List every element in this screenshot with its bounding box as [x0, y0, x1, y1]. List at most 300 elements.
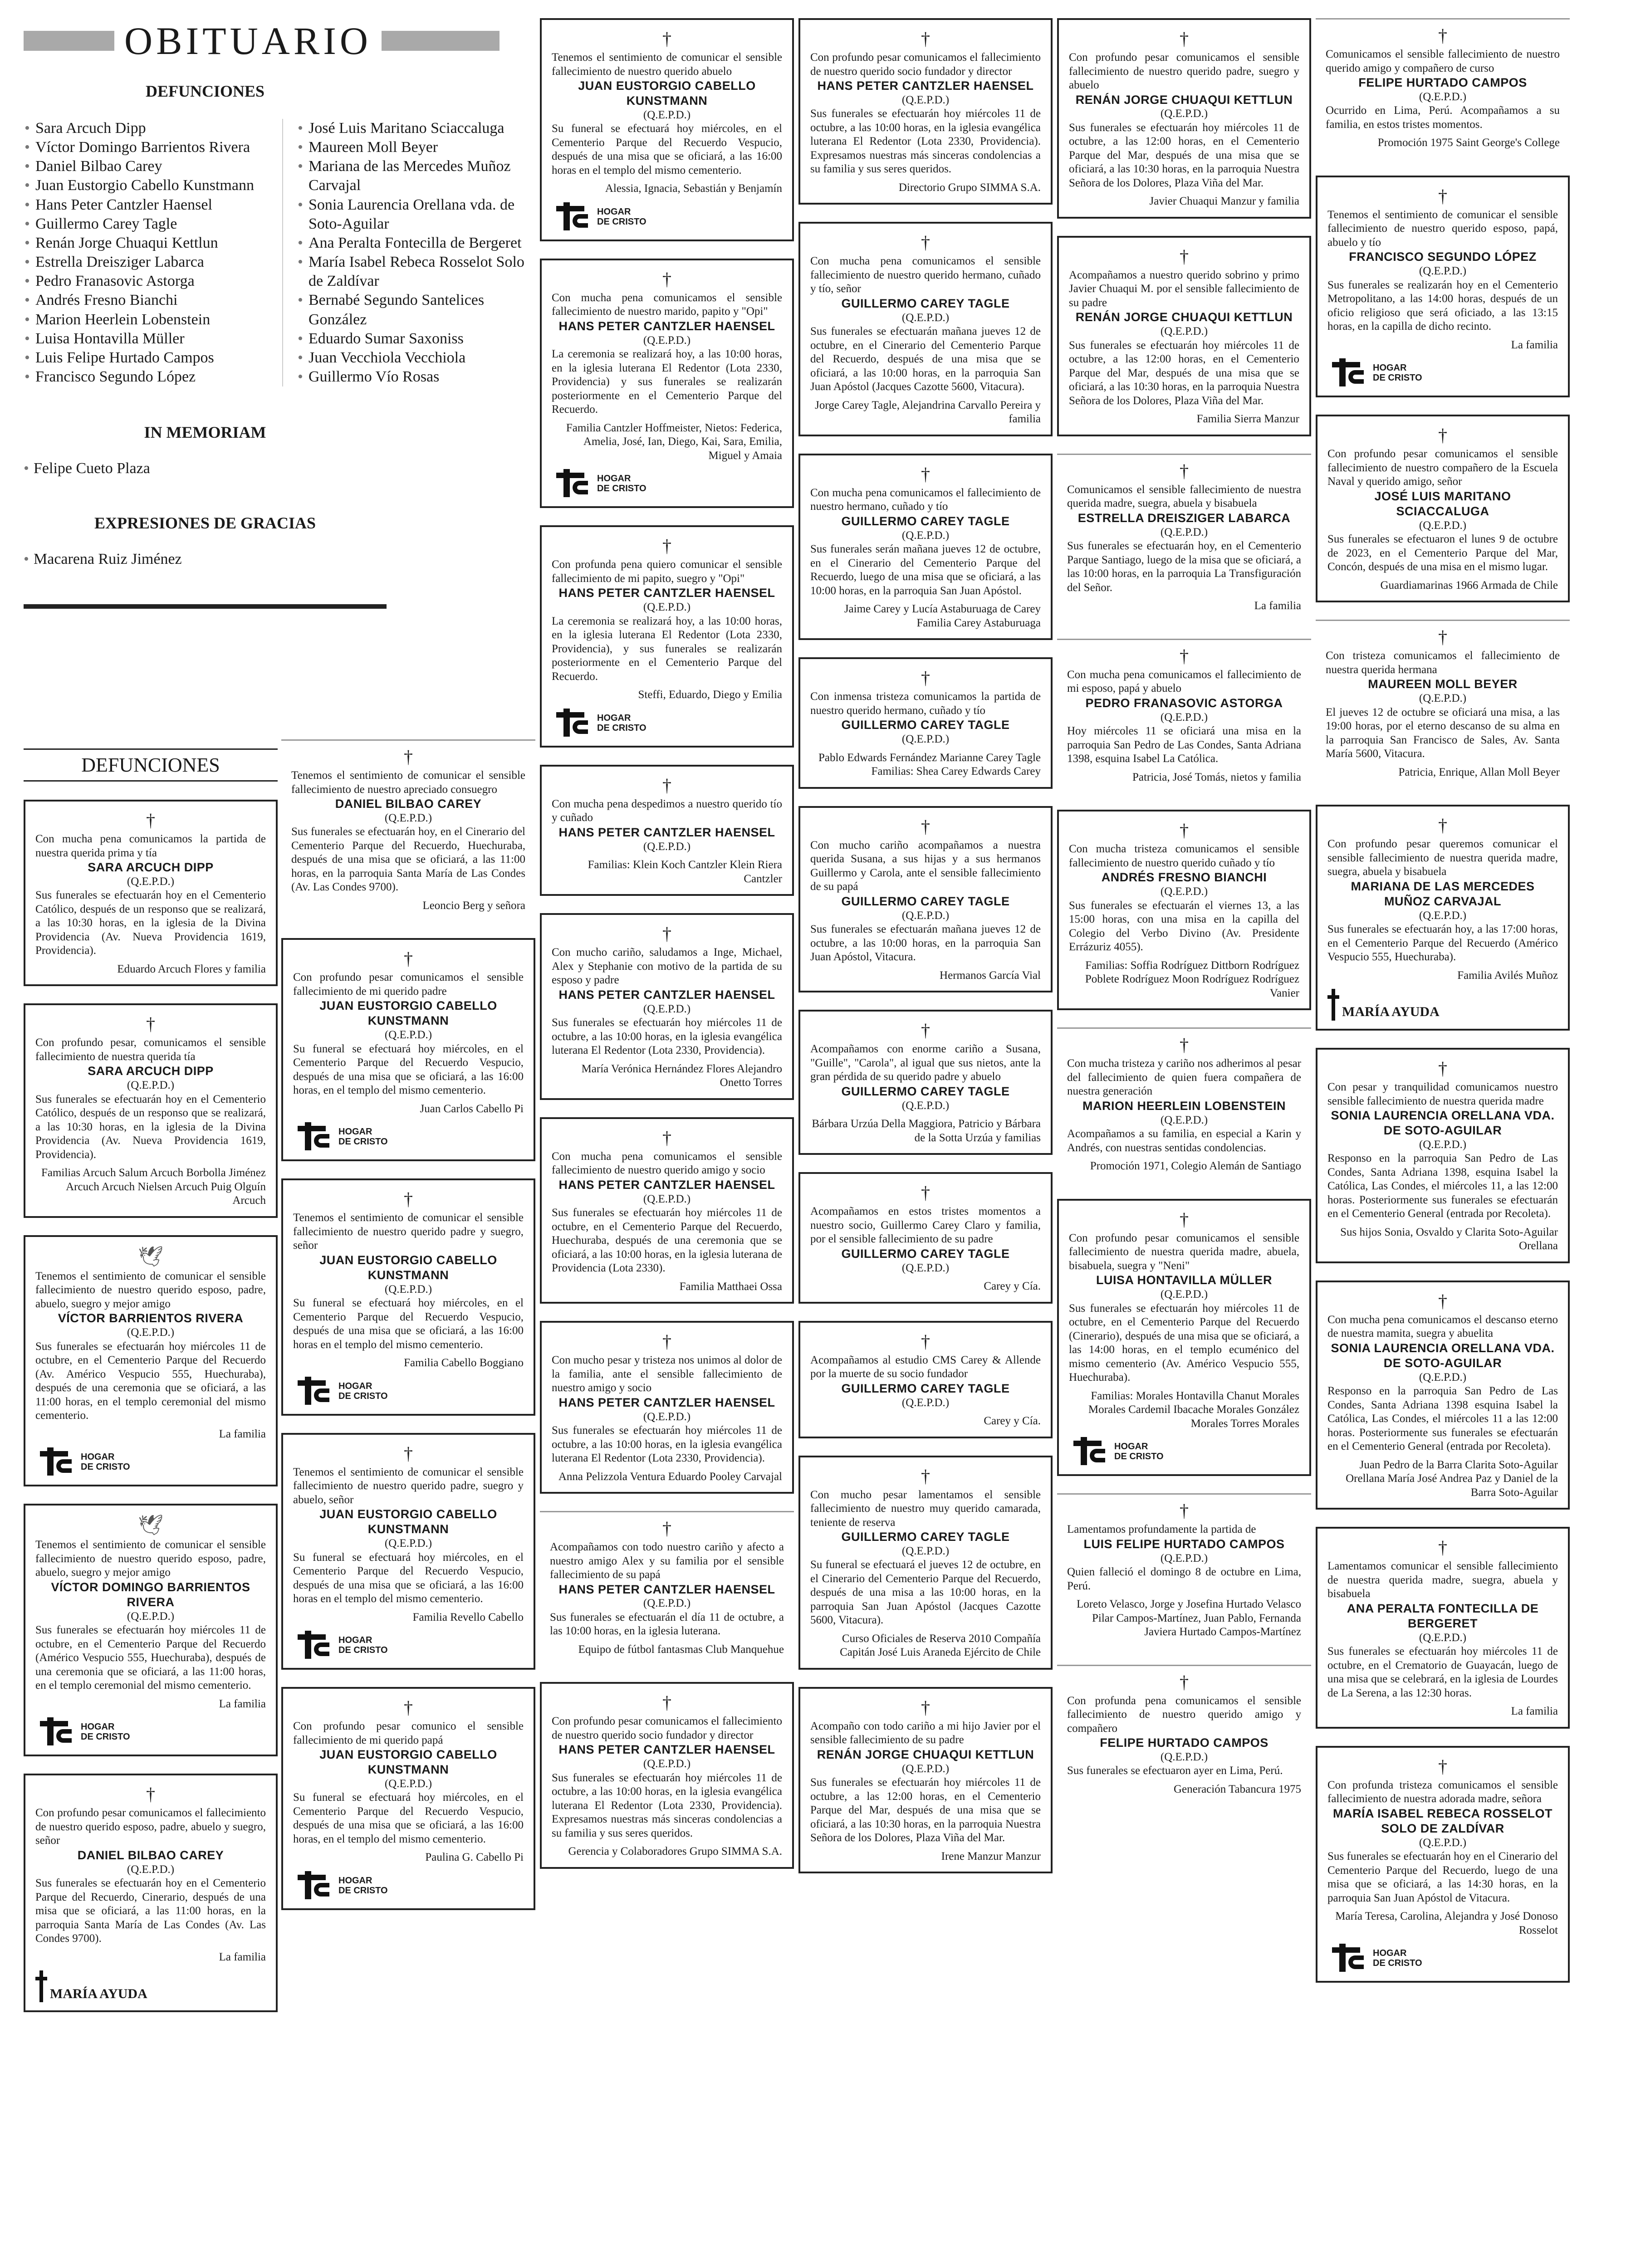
death-notice	[798, 1172, 1053, 1303]
cross-icon: †	[662, 29, 671, 49]
notice-intro: Con profundo pesar comunicamos el sensible fallecimiento de nuestra querida madre, abuela, bisabuela, suegra y "Neni"	[1069, 1232, 1299, 1272]
cross-icon: †	[1438, 815, 1447, 836]
notice-body: Su funeral se efectuará hoy miércoles, en el Cementerio Parque del Recuerdo Vespucio, después de una misa que se oficiará, a las 16:00 horas en el templo del mismo cementerio.	[293, 1551, 524, 1605]
death-notice	[798, 222, 1053, 436]
deceased-name: GUILLERMO CAREY TAGLE	[841, 1246, 1010, 1261]
cross-icon: †	[1438, 1058, 1447, 1079]
death-notice	[1316, 1281, 1570, 1510]
death-notice	[1057, 1027, 1311, 1181]
death-notice	[1316, 415, 1570, 602]
notice-intro: Acompañamos al estudio CMS Carey & Allende por la muerte de su socio fundador	[810, 1354, 1041, 1380]
maria-ayuda-logo	[1327, 989, 1558, 1021]
index-name-item[interactable]: • Ana Peralta Fontecilla de Bergeret	[297, 234, 542, 253]
notice-signature: Familia Revello Cabello	[412, 1611, 524, 1623]
logo-text	[1114, 1442, 1164, 1461]
notice-intro: Tenemos el sentimiento de comunicar el sensible fallecimiento de nuestro querido esposo, padre, abuelo, suegro y mejor amigo	[35, 1270, 266, 1310]
death-notice	[1316, 1746, 1570, 1983]
hogar-de-cristo-icon	[293, 1377, 334, 1406]
notice-intro: Con mucho cariño acompañamos a nuestra querida Susana, a sus hijas y a sus hermanos Guillermo y Carola, ante el sensible fallecimiento de su papá	[810, 839, 1041, 893]
death-notice	[1057, 1199, 1311, 1476]
logo-shape	[573, 214, 588, 228]
cross-icon: †	[921, 1697, 930, 1718]
qepd-label: (Q.E.P.D.)	[1160, 1114, 1208, 1126]
deceased-name: JUAN EUSTORGIO CABELLO KUNSTMANN	[319, 1507, 497, 1536]
name-list-right	[297, 119, 542, 386]
death-notice	[1316, 620, 1570, 787]
hogar-de-cristo-logo	[35, 1447, 266, 1476]
index-name-item[interactable]: • Andrés Fresno Bianchi	[24, 291, 269, 310]
death-notice	[24, 800, 278, 986]
deceased-name: RENÁN JORGE CHUAQUI KETTLUN	[817, 1747, 1034, 1761]
cross-icon: †	[404, 1189, 413, 1210]
index-name-item[interactable]: • Guillermo Vío Rosas	[297, 367, 542, 386]
obituary-index	[24, 18, 609, 609]
death-notice	[798, 1321, 1053, 1438]
death-notice	[281, 1178, 535, 1415]
logo-shape	[56, 1729, 72, 1743]
notice-intro: Con profundo pesar comunicamos el sensible fallecimiento de nuestro compañero de la Escuela Naval y querido amigo, señor	[1327, 448, 1558, 488]
death-notice	[540, 1511, 794, 1665]
notice-intro: Con mucha pena comunicamos el sensible fallecimiento de nuestro querido hermano, cuñado y tío, señor	[810, 255, 1041, 295]
notice-body: Sus funerales se efectuarán hoy miércoles 11 de octubre, a las 12:00 horas, en el Cementerio Parque del Mar, después de una misa que se oficiará, a las 10:30 horas, en la parroquia Nuestra Señora de los Dolores, Plaza Viña del Mar.	[1069, 339, 1299, 407]
qepd-label: (Q.E.P.D.)	[384, 1283, 432, 1295]
qepd-label: (Q.E.P.D.)	[1419, 519, 1467, 532]
qepd-label: (Q.E.P.D.)	[127, 875, 175, 888]
notice-body: Sus funerales se efectuarán hoy, en el Cinerario del Cementerio Parque del Recuerdo, Huechuraba, después de una misa que se oficiará, a las 11:00 horas, en la parroquia Santa María de Las Condes (Av. Las Condes 9700).	[291, 826, 525, 894]
notices-column-4	[798, 18, 1053, 1891]
cross-icon: †	[1438, 1537, 1447, 1558]
notice-signature: La familia	[1254, 600, 1301, 612]
notice-signature: Jaime Carey y Lucía Astaburuaga de Carey Familia Carey Astaburuaga	[844, 603, 1041, 629]
index-name-item[interactable]: • Marion Heerlein Lobenstein	[24, 310, 269, 329]
list-item[interactable]: • Felipe Cueto Plaza	[24, 460, 609, 477]
index-name-item[interactable]: • Juan Eustorgio Cabello Kunstmann	[24, 176, 269, 195]
logo-shape	[314, 1642, 329, 1656]
cross-icon: †	[921, 29, 930, 49]
index-name-item[interactable]: • José Luis Maritano Sciaccaluga	[297, 119, 542, 138]
deceased-name: LUIS FELIPE HURTADO CAMPOS	[1083, 1537, 1285, 1551]
expresiones-list	[24, 551, 609, 568]
logo-line: HOGAR	[338, 1635, 372, 1646]
hogar-de-cristo-icon	[552, 469, 593, 498]
cross-icon: †	[404, 1443, 413, 1464]
logo-line: HOGAR	[338, 1127, 372, 1137]
masthead-bar-right	[382, 31, 500, 51]
logo-text	[597, 713, 646, 733]
qepd-label: (Q.E.P.D.)	[384, 1029, 432, 1041]
notice-intro: Con inmensa tristeza comunicamos la partida de nuestro querido hermano, cuñado y tío	[810, 690, 1041, 717]
deceased-name: GUILLERMO CAREY TAGLE	[841, 1530, 1010, 1544]
notice-intro: Tenemos el sentimiento de comunicar el sensible fallecimiento de nuestro apreciado consuegro	[291, 769, 525, 796]
notice-body: Sus funerales se efectuarán hoy miércoles 11 de octubre, en el Cementerio Parque del Recuerdo (Américo Vespucio 555, Huechuraba), después de una ceremonia que se oficiará, a las 11:00 horas, en el templo ceremonial del mismo cementerio.	[35, 1624, 266, 1692]
notice-intro: Acompaño con todo cariño a mi hijo Javier por el sensible fallecimiento de su padre	[810, 1720, 1041, 1746]
index-name-item[interactable]: • Sonia Laurencia Orellana vda. de Soto-Aguilar	[297, 196, 542, 234]
notice-body: Quien falleció el domingo 8 de octubre en Lima, Perú.	[1067, 1566, 1301, 1592]
cross-icon: †	[1438, 425, 1447, 446]
death-notice	[540, 1321, 794, 1494]
death-notice	[1316, 176, 1570, 397]
notice-body: Sus funerales se efectuarán hoy miércoles 11 de octubre, a las 12:00 horas, en el Cementerio Parque del Mar, después de una misa que se oficiará, a las 10:30 horas, en la parroquia Nuestra Señora de los Dolores, Plaza Viña del Mar.	[1069, 121, 1299, 189]
death-notice	[1316, 1527, 1570, 1728]
notice-body: Sus funerales se efectuarán el día 11 de octubre, a las 10:00 horas, en la iglesia luterana.	[550, 1611, 784, 1637]
qepd-label: (Q.E.P.D.)	[384, 1537, 432, 1550]
notice-signature: Familia Cabello Boggiano	[404, 1357, 524, 1369]
notice-signature: Familias Arcuch Salum Arcuch Borbolla Jiménez Arcuch Arcuch Nielsen Arcuch Puig Olguín Arcuch	[41, 1167, 266, 1207]
cross-icon: †	[404, 747, 413, 767]
notice-intro: Comunicamos el sensible fallecimiento de nuestro querido amigo y compañero de curso	[1326, 48, 1560, 74]
qepd-label: (Q.E.P.D.)	[1419, 90, 1467, 103]
qepd-label: (Q.E.P.D.)	[1419, 1371, 1467, 1383]
notice-intro: Con mucho pesar y tristeza nos unimos al dolor de la familia, ante el sensible fallecimiento de nuestro amigo y socio	[552, 1354, 782, 1394]
deceased-name: DANIEL BILBAO CAREY	[335, 797, 482, 811]
notice-body: Responso en la parroquia San Pedro de Las Condes, Santa Adriana 1398, esquina Isabel la Católica, Las Condes, el miércoles 11, a las 12:00 horas. Posteriormente sus funerales se efectuarán en el Cementerio General (entrada por Recoleta).	[1327, 1152, 1558, 1220]
notice-body: Sus funerales se efectuarán hoy en el Cementerio Católico, después de un responso que se realizará, a las 10:30 horas, en la iglesia de la Divina Providencia (Av. Nueva Providencia 1619, Providencia).	[35, 889, 266, 957]
logo-line: HOGAR	[1114, 1442, 1148, 1452]
notice-body: Sus funerales se efectuarán mañana jueves 12 de octubre, a las 10:00 horas, en la parroquia San Juan Apóstol, Vitacura.	[810, 923, 1041, 963]
index-name-item[interactable]: • Hans Peter Cantzler Haensel	[24, 196, 269, 215]
index-name-item[interactable]: • Mariana de las Mercedes Muñoz Carvajal	[297, 157, 542, 195]
cross-icon: †	[662, 1518, 671, 1539]
index-name-item[interactable]: • Daniel Bilbao Carey	[24, 157, 269, 176]
index-name-item[interactable]: • Juan Vecchiola Vecchiola	[297, 348, 542, 367]
qepd-label: (Q.E.P.D.)	[1160, 885, 1208, 898]
death-notice	[24, 1504, 278, 1756]
logo-text: MARÍA AYUDA	[50, 1986, 147, 2001]
qepd-label: (Q.E.P.D.)	[901, 1762, 950, 1775]
death-notice	[1316, 1048, 1570, 1263]
notice-intro: Tenemos el sentimiento de comunicar el sensible fallecimiento de nuestro querido esposo, papá, abuelo y tío	[1327, 208, 1558, 249]
death-notice	[24, 1774, 278, 2012]
deceased-name: HANS PETER CANTZLER HAENSEL	[558, 825, 775, 839]
qepd-label: (Q.E.P.D.)	[1160, 325, 1208, 338]
notice-body: Sus funerales se efectuarán mañana jueves 12 de octubre, en el Cinerario del Cementerio Parque del Recuerdo, después de una misa que se oficiará, a las 10:00 horas, en la parroquia San Juan Apóstol (Jacques Cazotte 5600, Vitacura).	[810, 325, 1041, 393]
notice-intro: Con profundo pesar queremos comunicar el sensible fallecimiento de nuestra querida madre, suegra, abuela y bisabuela	[1327, 838, 1558, 878]
qepd-label: (Q.E.P.D.)	[127, 1610, 175, 1623]
cross-figure-icon	[1327, 989, 1339, 1021]
hogar-de-cristo-logo	[552, 709, 782, 738]
index-name-item[interactable]: • Francisco Segundo López	[24, 367, 269, 386]
logo-line: HOGAR	[597, 206, 631, 217]
index-name-item[interactable]: • Pedro Franasovic Astorga	[24, 272, 269, 291]
deceased-name: PEDRO FRANASOVIC ASTORGA	[1085, 696, 1283, 710]
hogar-de-cristo-icon	[1327, 1944, 1368, 1973]
notice-signature: Carey y Cía.	[984, 1280, 1041, 1293]
logo-line: DE CRISTO	[81, 1462, 130, 1472]
notice-intro: Con profunda pena comunicamos el sensible fallecimiento de nuestro querido amigo y compañero	[1067, 1694, 1301, 1735]
notice-body: Sus funerales se efectuarán hoy miércoles 11 de octubre, en el Cementerio Parque del Recuerdo (Av. Américo Vespucio 555, Huechuraba), después de una ceremonia que se oficiará, a las 11:00 horas, en el templo ceremonial del mismo cementerio.	[35, 1340, 266, 1422]
death-notice	[1057, 454, 1311, 621]
qepd-label: (Q.E.P.D.)	[643, 108, 691, 121]
qepd-label: (Q.E.P.D.)	[901, 909, 950, 922]
notice-signature: Eduardo Arcuch Flores y familia	[117, 963, 266, 975]
notice-intro: Tenemos el sentimiento de comunicar el sensible fallecimiento de nuestro querido padre y suegro, señor	[293, 1212, 524, 1252]
notice-intro: Acompañamos en estos tristes momentos a nuestro socio, Guillermo Carey Claro y familia, por el sensible fallecimiento de su padre	[810, 1205, 1041, 1246]
qepd-label: (Q.E.P.D.)	[643, 1758, 691, 1770]
deceased-name: JUAN EUSTORGIO CABELLO KUNSTMANN	[319, 1748, 497, 1776]
deceased-name: JUAN EUSTORGIO CABELLO KUNSTMANN	[319, 1253, 497, 1282]
qepd-label: (Q.E.P.D.)	[1419, 1138, 1467, 1151]
death-notice	[540, 525, 794, 747]
notice-body: Sus funerales se realizarán hoy en el Cementerio Metropolitano, a las 14:00 horas, después de un oficio religioso que será oficiado, a las 13:15 horas, en la capilla de dicho recinto.	[1327, 279, 1558, 333]
index-name-item[interactable]: • Bernabé Segundo Santelices González	[297, 291, 542, 329]
qepd-label: (Q.E.P.D.)	[643, 1597, 691, 1610]
index-name-item[interactable]: • Eduardo Sumar Saxoniss	[297, 329, 542, 348]
death-notice	[540, 1117, 794, 1304]
deceased-name: SARA ARCUCH DIPP	[88, 1064, 214, 1078]
dove-icon: 🕊	[138, 1245, 163, 1268]
index-name-item[interactable]: • Guillermo Carey Tagle	[24, 215, 269, 234]
notice-body: Sus funerales se efectuarán hoy miércoles 11 de octubre, en el Cementerio Parque del Recuerdo, Huechuraba, después de una ceremonia que se oficiará, a las 10:00 horas, en la iglesia luterana de Providencia (Lota 2330).	[552, 1207, 782, 1275]
notice-body: Sus funerales se efectuarán hoy miércoles 11 de octubre, a las 10:00 horas, en la iglesia evangélica luterana El Redentor (Lota 2330, Providencia). Expresamos nuestras más sinceras condolencias a su familia y sus seres queridos.	[552, 1771, 782, 1839]
notice-signature: Patricia, José Tomás, nietos y familia	[1132, 771, 1301, 783]
list-item[interactable]: • Macarena Ruiz Jiménez	[24, 551, 609, 568]
cross-icon: †	[662, 536, 671, 557]
notice-body: Responso en la parroquia San Pedro de Las Condes, Santa Adriana 1398 esquina Isabel la Católica, Las Condes, el miércoles 11 a las 12:00 horas. Posteriormente sus funerales se efectuarán en el Cementerio General (entrada por Recoleta).	[1327, 1385, 1558, 1453]
cross-icon: †	[1180, 820, 1189, 841]
notice-signature: Curso Oficiales de Reserva 2010 Compañía Capitán José Luis Araneda Ejército de Chile	[840, 1632, 1041, 1659]
cross-icon: †	[921, 464, 930, 484]
notice-signature: Familias: Klein Koch Cantzler Klein Riera Cantzler	[588, 859, 782, 885]
deceased-name: ANDRÉS FRESNO BIANCHI	[1101, 870, 1267, 885]
notice-intro: Con mucha pena comunicamos el fallecimiento de mi esposo, papá y abuelo	[1067, 668, 1301, 695]
notice-intro: Con mucha pena comunicamos la partida de nuestra querida prima y tía	[35, 833, 266, 859]
notice-signature: Pablo Edwards Fernández Marianne Carey Tagle Familias: Shea Carey Edwards Carey	[818, 751, 1041, 778]
cross-icon: †	[662, 924, 671, 944]
death-notice	[1057, 639, 1311, 792]
deceased-name: FELIPE HURTADO CAMPOS	[1358, 76, 1527, 89]
hogar-de-cristo-logo	[1327, 358, 1558, 387]
index-name-item[interactable]: • Luisa Hontavilla Müller	[24, 329, 269, 348]
notice-signature: Jorge Carey Tagle, Alejandrina Carvallo Pereira y familia	[815, 399, 1041, 425]
cross-icon: †	[1180, 1209, 1189, 1230]
death-notice	[540, 913, 794, 1100]
cross-icon: †	[1180, 645, 1189, 666]
hogar-de-cristo-logo	[1327, 1944, 1558, 1973]
deceased-name: HANS PETER CANTZLER HAENSEL	[558, 319, 775, 333]
death-notice	[540, 765, 794, 896]
notice-body: La ceremonia se realizará hoy, a las 10:00 horas, en la iglesia luterana El Redentor (Lota 2330, Providencia), y sus funerales se realizarán posteriormente en el Cementerio Parque del Recuerdo.	[552, 615, 782, 683]
index-name-item[interactable]: • María Isabel Rebeca Rosselot Solo de Zaldívar	[297, 253, 542, 291]
notice-intro: Con pesar y tranquilidad comunicamos nuestro sensible fallecimiento de nuestra querida madre	[1327, 1081, 1558, 1107]
death-notice	[798, 1687, 1053, 1873]
qepd-label: (Q.E.P.D.)	[643, 1410, 691, 1423]
notice-signature: Equipo de fútbol fantasmas Club Manquehue	[578, 1643, 784, 1656]
notice-signature: Loreto Velasco, Jorge y Josefina Hurtado Velasco Pilar Campos-Martínez, Juan Pablo, Fernanda Javiera Hurtado Campos-Martínez	[1076, 1598, 1301, 1638]
qepd-label: (Q.E.P.D.)	[384, 811, 432, 824]
cross-icon: †	[662, 1127, 671, 1148]
death-notice	[1316, 805, 1570, 1031]
death-notice	[798, 454, 1053, 640]
hogar-de-cristo-icon	[293, 1631, 334, 1660]
cross-icon: †	[1180, 1035, 1189, 1056]
notice-body: Sus funerales se efectuarán hoy miércoles 11 de octubre, a las 12:00 horas, en el Cementerio Parque del Mar, después de una misa que se oficiará, a las 10:30 horas, en la parroquia Nuestra Señora de los Dolores, Plaza Viña del Mar.	[810, 1776, 1041, 1844]
logo-line: HOGAR	[597, 474, 631, 484]
deceased-name: HANS PETER CANTZLER HAENSEL	[558, 987, 775, 1002]
hogar-de-cristo-logo	[293, 1122, 524, 1151]
index-name-item[interactable]: • Renán Jorge Chuaqui Kettlun	[24, 234, 269, 253]
index-name-item[interactable]: • Maureen Moll Beyer	[297, 138, 542, 157]
cross-icon: †	[921, 1331, 930, 1352]
deceased-name: HANS PETER CANTZLER HAENSEL	[558, 1743, 775, 1757]
maria-ayuda-logo	[35, 1970, 266, 2002]
logo-line: DE CRISTO	[1373, 1958, 1422, 1969]
logo-line: DE CRISTO	[1373, 373, 1422, 383]
cross-icon: †	[1180, 1672, 1189, 1692]
qepd-label: (Q.E.P.D.)	[643, 334, 691, 347]
cross-icon: †	[1438, 1290, 1447, 1311]
notice-signature: La familia	[219, 1950, 266, 1963]
qepd-label: (Q.E.P.D.)	[901, 1396, 950, 1409]
hogar-de-cristo-icon	[1327, 358, 1368, 387]
index-name-item[interactable]: • Luis Felipe Hurtado Campos	[24, 348, 269, 367]
section-title: DEFUNCIONES	[24, 748, 278, 782]
notice-body: Sus funerales se efectuarán hoy miércoles 11 de octubre, a las 10:00 horas, en la iglesia evangélica luterana El Redentor (Lota 2330, Providencia).	[552, 1424, 782, 1464]
notice-signature: Juan Pedro de la Barra Clarita Soto-Aguilar Orellana María José Andrea Paz y Daniel de la Barra Soto-Aguilar	[1346, 1458, 1558, 1499]
hogar-de-cristo-icon	[35, 1717, 76, 1746]
logo-shape	[56, 1459, 72, 1473]
deceased-name: GUILLERMO CAREY TAGLE	[841, 894, 1010, 908]
notice-intro: Con profundo pesar comunicamos el sensible fallecimiento de mi querido padre	[293, 971, 524, 997]
deceased-name: JUAN EUSTORGIO CABELLO KUNSTMANN	[319, 999, 497, 1028]
notice-intro: Acompañamos con todo nuestro cariño y afecto a nuestro amigo Alex y su familia por el sensible fallecimiento de su papá	[550, 1541, 784, 1581]
cross-icon: †	[662, 1692, 671, 1713]
notice-signature: Irene Manzur Manzur	[941, 1850, 1041, 1862]
notice-body: Acompañamos a su familia, en especial a Karin y Andrés, con nuestras sentidas condolencias.	[1067, 1128, 1301, 1154]
notice-intro: Con mucha pena comunicamos el descanso eterno de nuestra mamita, suegra y abuelita	[1327, 1313, 1558, 1340]
deceased-name: HANS PETER CANTZLER HAENSEL	[558, 1178, 775, 1192]
index-name-item[interactable]: • Estrella Dreisziger Labarca	[24, 253, 269, 272]
hogar-de-cristo-icon	[293, 1871, 334, 1900]
cross-icon: †	[921, 1466, 930, 1486]
logo-line: DE CRISTO	[338, 1885, 388, 1896]
qepd-label: (Q.E.P.D.)	[1419, 692, 1467, 705]
notice-signature: Carey y Cía.	[984, 1415, 1041, 1427]
notice-body: Sus funerales serán mañana jueves 12 de octubre, en el Cinerario del Cementerio Parque del Recuerdo, luego de una misa que se oficiará, a las 10:00 horas, en la parroquia San Juan Apóstol.	[810, 543, 1041, 597]
deceased-name: JUAN EUSTORGIO CABELLO KUNSTMANN	[578, 79, 756, 108]
cross-icon: †	[921, 668, 930, 689]
notice-signature: Patricia, Enrique, Allan Moll Beyer	[1398, 766, 1560, 778]
notice-signature: Paulina G. Cabello Pi	[425, 1851, 524, 1864]
notice-body: El jueves 12 de octubre se oficiará una misa, a las 19:00 horas, por el eterno descanso de su alma en la parroquia San Francisco de Sales, Av. Santa María 5600, Vitacura.	[1326, 706, 1560, 760]
logo-text	[338, 1876, 388, 1896]
deceased-name: ESTRELLA DREISZIGER LABARCA	[1077, 511, 1291, 525]
notice-signature: Alessia, Ignacia, Sebastián y Benjamín	[605, 182, 782, 195]
cross-icon: †	[1180, 460, 1189, 481]
notice-intro: Acompañamos a nuestro querido sobrino y primo Javier Chuaqui M. por el sensible fallecimiento de su padre	[1069, 269, 1299, 309]
qepd-label: (Q.E.P.D.)	[1160, 711, 1208, 723]
logo-line: DE CRISTO	[338, 1137, 388, 1147]
death-notice	[1316, 18, 1570, 158]
qepd-label: (Q.E.P.D.)	[127, 1863, 175, 1876]
notice-body: Ocurrido en Lima, Perú. Acompañamos a su familia, en estos tristes momentos.	[1326, 104, 1560, 131]
notice-intro: Con profundo pesar comunico el sensible fallecimiento de mi querido papá	[293, 1720, 524, 1746]
cross-icon: †	[146, 1784, 155, 1805]
death-notice	[1057, 1665, 1311, 1805]
notice-intro: Con profunda tristeza comunicamos el sensible fallecimiento de nuestra adorada madre, señora	[1327, 1779, 1558, 1805]
deceased-name: HANS PETER CANTZLER HAENSEL	[817, 79, 1034, 93]
notice-body: Sus funerales se efectuarán hoy, a las 17:00 horas, en el Cementerio Parque del Recuerdo (Américo Vespucio 555, Huechuraba).	[1327, 923, 1558, 963]
deceased-name: GUILLERMO CAREY TAGLE	[841, 296, 1010, 310]
qepd-label: (Q.E.P.D.)	[1160, 1750, 1208, 1763]
logo-line: DE CRISTO	[597, 723, 646, 733]
logo-line: HOGAR	[338, 1381, 372, 1391]
notices-column-6	[1316, 18, 1570, 2000]
logo-line: HOGAR	[338, 1875, 372, 1886]
death-notice	[798, 1456, 1053, 1670]
logo-text	[338, 1127, 388, 1147]
deceased-name: MARÍA ISABEL REBECA ROSSELOT SOLO DE ZALDÍVAR	[1332, 1806, 1553, 1835]
index-name-item[interactable]: • Víctor Domingo Barrientos Rivera	[24, 138, 269, 157]
notice-signature: Familias: Morales Hontavilla Chanut Morales Morales Cardemil Ibacache Morales González Morales Torres Morales	[1088, 1389, 1299, 1430]
deceased-name: VÍCTOR BARRIENTOS RIVERA	[58, 1311, 244, 1325]
notice-signature: Promoción 1971, Colegio Alemán de Santiago	[1090, 1160, 1301, 1173]
notice-body: Su funeral se efectuará hoy miércoles, en el Cementerio Parque del Recuerdo Vespucio, después de una misa que se oficiará, a las 16:00 horas, en el templo del mismo cementerio.	[293, 1791, 524, 1845]
logo-line: HOGAR	[1373, 1948, 1407, 1959]
deceased-name: HANS PETER CANTZLER HAENSEL	[558, 586, 775, 600]
notice-body: Sus funerales se efectuarán hoy miércoles 11 de octubre, a las 10:00 horas, en la iglesia evangélica luterana El Redentor (Lota 2330, Providencia). Expresamos nuestras más sinceras condolencias a su familia y sus seres queridos.	[810, 108, 1041, 176]
dove-icon: 🕊	[138, 1514, 163, 1537]
expresiones-subhead: EXPRESIONES DE GRACIAS	[94, 514, 316, 533]
logo-shape	[1348, 370, 1364, 384]
logo-shape	[314, 1883, 329, 1897]
defunciones-subhead: DEFUNCIONES	[145, 82, 265, 100]
death-notice	[24, 1003, 278, 1217]
name-list-left	[24, 119, 269, 386]
notice-signature: La familia	[219, 1427, 266, 1440]
death-notice	[24, 1235, 278, 1486]
logo-line: DE CRISTO	[597, 484, 646, 494]
in-memoriam-subhead: IN MEMORIAM	[144, 423, 266, 442]
deceased-name: FELIPE HURTADO CAMPOS	[1100, 1736, 1268, 1750]
notice-signature: Sus hijos Sonia, Osvaldo y Clarita Soto-Aguilar Orellana	[1340, 1226, 1558, 1252]
qepd-label: (Q.E.P.D.)	[127, 1079, 175, 1092]
notice-intro: Con mucho pesar lamentamos el sensible fallecimiento de nuestro muy querido camarada, teniente de reserva	[810, 1488, 1041, 1529]
logo-shape	[573, 481, 588, 494]
deceased-name: MARIANA DE LAS MERCEDES MUÑOZ CARVAJAL	[1351, 879, 1535, 908]
cross-icon: †	[404, 948, 413, 969]
death-notice	[798, 657, 1053, 788]
cross-icon: †	[662, 775, 671, 796]
logo-line: DE CRISTO	[1114, 1452, 1164, 1462]
notice-body: Su funeral se efectuará el jueves 12 de octubre, en el Cinerario del Cementerio Parque del Recuerdo, después de una misa a las 10:00 horas, en la parroquia San Juan Apóstol (Jacques Cazotte 5600, Vitacura).	[810, 1559, 1041, 1627]
notice-signature: Guardiamarinas 1966 Armada de Chile	[1380, 579, 1558, 591]
notice-signature: María Teresa, Carolina, Alejandra y José Donoso Rosselot	[1335, 1910, 1558, 1936]
notice-signature: Gerencia y Colaboradores Grupo SIMMA S.A.	[568, 1845, 782, 1858]
hogar-de-cristo-icon	[35, 1447, 76, 1476]
index-name-item[interactable]: • Sara Arcuch Dipp	[24, 119, 269, 138]
qepd-label: (Q.E.P.D.)	[1160, 1288, 1208, 1301]
death-notice	[281, 1433, 535, 1670]
section-rule	[24, 604, 387, 609]
cross-icon: †	[921, 816, 930, 837]
notice-signature: Familia Sierra Manzur	[1196, 413, 1299, 425]
deceased-name: MAUREEN MOLL BEYER	[1368, 677, 1518, 691]
death-notice	[540, 18, 794, 241]
notice-intro: Con mucho cariño, saludamos a Inge, Michael, Alex y Stephanie con motivo de la partida de su esposo y padre	[552, 946, 782, 987]
cross-icon: †	[1180, 246, 1189, 267]
notice-intro: Con profundo pesar comunicamos el sensible fallecimiento de nuestro querido padre, suegro y abuelo	[1069, 51, 1299, 91]
notice-signature: Bárbara Urzúa Della Maggiora, Patricio y Bárbara de la Sotta Urzúa y familias	[812, 1118, 1041, 1144]
qepd-label: (Q.E.P.D.)	[1160, 526, 1208, 538]
qepd-label: (Q.E.P.D.)	[643, 601, 691, 614]
notice-intro: Con mucha tristeza comunicamos el sensible fallecimiento de nuestro querido cuñado y tío	[1069, 843, 1299, 869]
defunciones-name-list	[24, 119, 609, 386]
deceased-name: FRANCISCO SEGUNDO LÓPEZ	[1349, 250, 1537, 264]
deceased-name: RENÁN JORGE CHUAQUI KETTLUN	[1075, 310, 1293, 324]
deceased-name: RENÁN JORGE CHUAQUI KETTLUN	[1075, 93, 1293, 107]
cross-icon: †	[1438, 1756, 1447, 1777]
notice-intro: Con profundo pesar comunicamos el fallecimiento de nuestro querido esposo, padre, abuelo y suegro, señor	[35, 1807, 266, 1847]
